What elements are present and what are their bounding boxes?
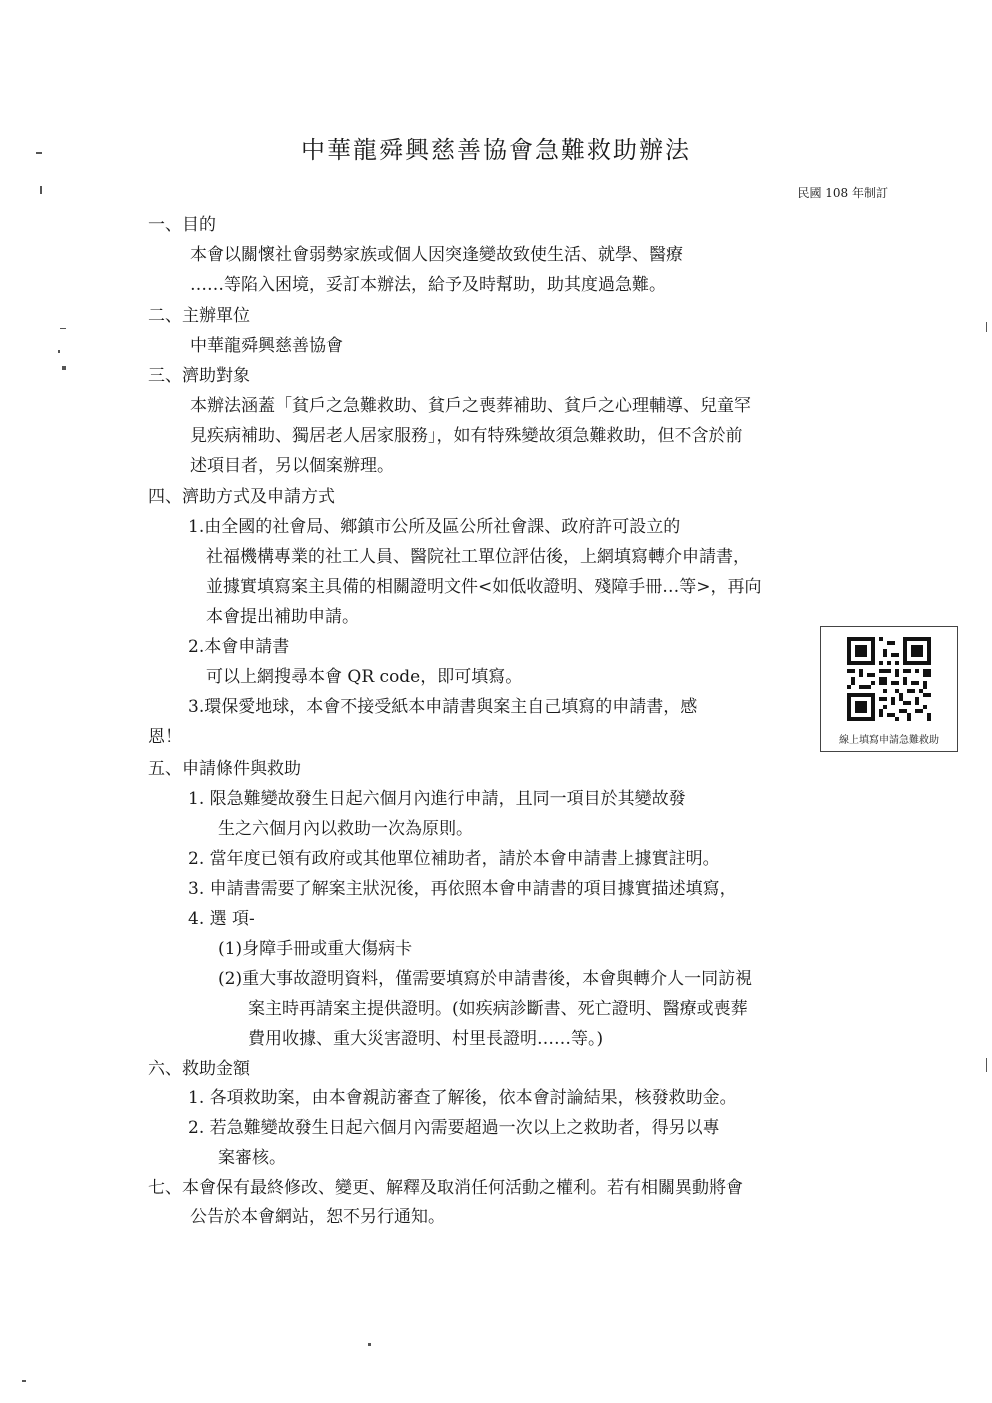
section-4-item-1: 社福機構專業的社工人員、醫院社工單位評估後，上網填寫轉介申請書，	[206, 547, 750, 567]
section-4-item-1: 1.由全國的社會局、鄉鎮市公所及區公所社會課、政府許可設立的	[188, 517, 681, 537]
section-2-heading: 二、主辦單位	[148, 306, 250, 326]
section-5-item-2: 2. 當年度已領有政府或其他單位補助者，請於本會申請書上據實註明。	[188, 849, 720, 869]
qr-code-caption: 線上填寫申請急難救助	[839, 735, 939, 746]
section-6-item-2: 2. 若急難變故發生日起六個月內需要超過一次以上之救助者，得另以專	[188, 1118, 720, 1138]
section-3-text: 述項目者，另以個案辦理。	[190, 456, 394, 476]
section-4-item-1: 本會提出補助申請。	[206, 607, 359, 627]
section-5-item-1: 生之六個月內以救助一次為原則。	[218, 819, 473, 839]
section-5-option-2: 案主時再請案主提供證明。(如疾病診斷書、死亡證明、醫療或喪葬	[248, 999, 748, 1019]
scan-speck	[58, 350, 60, 353]
scan-speck	[986, 322, 987, 332]
section-6-item-2: 案審核。	[218, 1148, 286, 1168]
section-4-item-2: 2.本會申請書	[188, 637, 290, 657]
section-3-heading: 三、濟助對象	[148, 366, 250, 386]
section-4-heading: 四、濟助方式及申請方式	[148, 487, 335, 507]
section-1-text: ……等陷入困境，妥訂本辦法，給予及時幫助，助其度過急難。	[190, 275, 666, 295]
section-6-item-1: 1. 各項救助案，由本會親訪審查了解後，依本會討論結果，核發救助金。	[188, 1088, 737, 1108]
section-4-item-3: 恩！	[148, 727, 182, 747]
scan-speck	[368, 1343, 371, 1346]
section-3-text: 見疾病補助、獨居老人居家服務」，如有特殊變故須急難救助，但不含於前	[190, 426, 743, 446]
section-5-item-4: 4. 選 項-	[188, 909, 255, 929]
qr-code-icon	[847, 637, 931, 721]
section-4-item-3: 3.環保愛地球，本會不接受紙本申請書與案主自己填寫的申請書，感	[188, 697, 698, 717]
qr-code-box[interactable]	[820, 626, 958, 752]
section-2-text: 中華龍舜興慈善協會	[190, 336, 343, 356]
section-7-text: 七、本會保有最終修改、變更、解釋及取消任何活動之權利。若有相關異動將會	[148, 1178, 743, 1198]
section-5-heading: 五、申請條件與救助	[148, 759, 301, 779]
scan-speck	[36, 152, 42, 154]
section-5-option-2: 費用收據、重大災害證明、村里長證明……等。)	[248, 1029, 604, 1049]
section-1-text: 本會以關懷社會弱勢家族或個人因突逢變故致使生活、就學、醫療	[190, 245, 683, 265]
section-7-text: 公告於本會網站，恕不另行通知。	[190, 1207, 445, 1227]
page-title: 中華龍舜興慈善協會急難救助辦法	[301, 136, 691, 164]
section-4-item-2: 可以上網搜尋本會 QR code，即可填寫。	[206, 667, 523, 687]
scan-speck	[60, 328, 66, 329]
scan-speck	[22, 1380, 26, 1382]
section-5-option-1: (1)身障手冊或重大傷病卡	[218, 939, 413, 959]
section-4-item-1: 並據實填寫案主具備的相關證明文件<如低收證明、殘障手冊…等>，再向	[206, 577, 762, 597]
enactment-date: 民國 108 年制訂	[797, 186, 888, 200]
section-5-option-2: (2)重大事故證明資料，僅需要填寫於申請書後，本會與轉介人一同訪視	[218, 969, 753, 989]
section-6-heading: 六、救助金額	[148, 1059, 250, 1079]
scan-speck	[62, 366, 66, 370]
section-3-text: 本辦法涵蓋「貧戶之急難救助、貧戶之喪葬補助、貧戶之心理輔導、兒童罕	[190, 396, 751, 416]
section-1-heading: 一、目的	[148, 215, 216, 235]
section-5-item-1: 1. 限急難變故發生日起六個月內進行申請，且同一項目於其變故發	[188, 789, 686, 809]
scan-speck	[40, 186, 42, 194]
section-5-item-3: 3. 申請書需要了解案主狀況後，再依照本會申請書的項目據實描述填寫，	[188, 879, 737, 899]
scan-speck	[986, 1058, 987, 1072]
